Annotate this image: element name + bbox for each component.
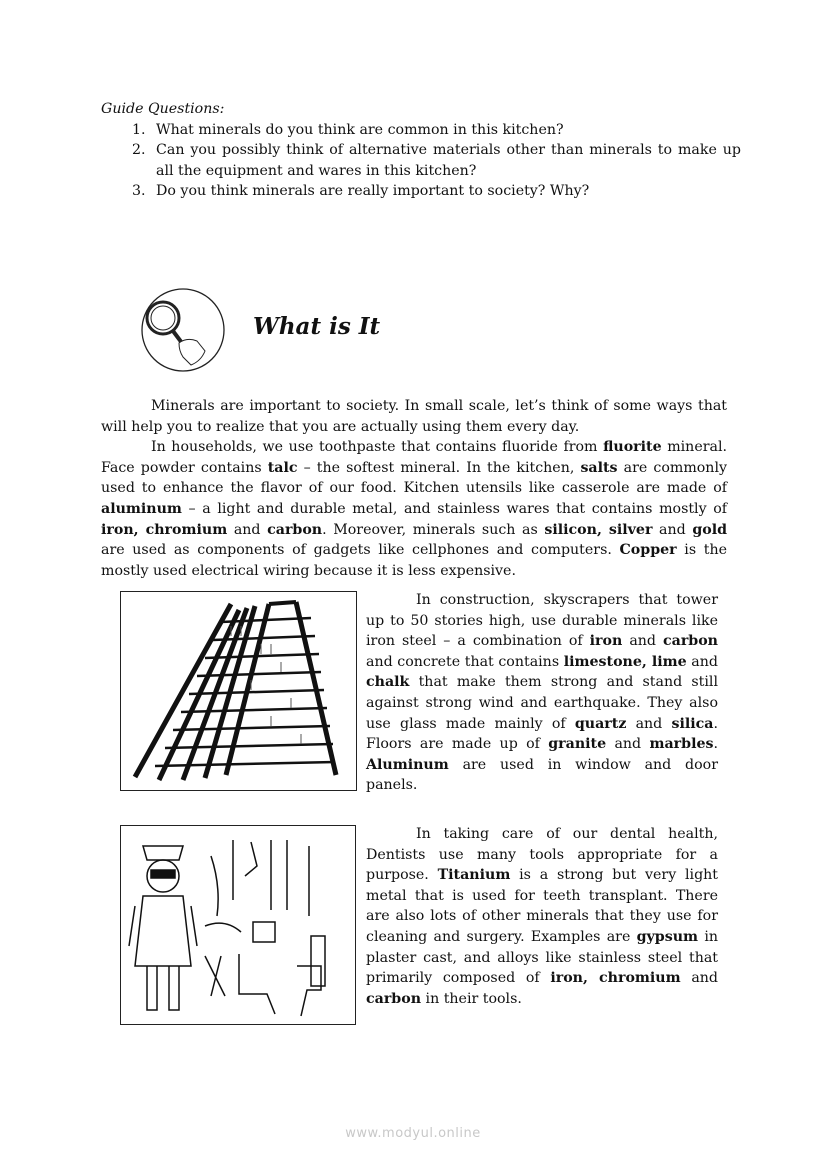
text-run: and	[686, 653, 718, 670]
dentist-tools-illustration	[120, 825, 356, 1025]
bold-term: iron	[589, 633, 623, 650]
bold-term: gold	[692, 521, 728, 538]
text-run: – the softest mineral. In the kitchen,	[297, 459, 581, 476]
text-run: In households, we use toothpaste that contains fluoride from	[151, 439, 604, 456]
text-run: and	[680, 970, 718, 987]
text-run: and	[622, 633, 663, 650]
text-run: .	[713, 736, 718, 753]
bold-term: silicon, silver	[544, 521, 653, 538]
guide-title: Guide Questions:	[101, 101, 225, 117]
text-run: that make them strong and stand still against strong wind and earthquake. They also use glass made mainly of	[366, 674, 718, 732]
intro-text	[101, 396, 727, 581]
bold-term: Copper	[619, 542, 677, 559]
bold-term: aluminum	[101, 500, 182, 517]
magnifying-glass-icon	[135, 285, 247, 375]
bold-term: granite	[548, 736, 607, 753]
text-run: are used in window and door panels.	[366, 756, 718, 794]
paragraph	[101, 396, 727, 437]
question-item: 2. Can you possibly think of alternative materials other than minerals to make up all the equipment and wares in this kitchen?	[150, 140, 741, 181]
text-run: and	[606, 736, 650, 753]
paragraph	[101, 437, 727, 581]
bold-term: Titanium	[437, 867, 511, 884]
bold-term: quartz	[574, 715, 627, 732]
text-run: is the mostly used electrical wiring because it is less expensive.	[101, 542, 727, 579]
bold-term: gypsum	[636, 928, 699, 945]
bold-term: marbles	[649, 736, 714, 753]
bold-term: iron, chromium	[550, 970, 681, 987]
text-run: In taking care of our dental health, Dentists use many tools appropriate for a purpose.	[366, 826, 718, 884]
text-run: and	[652, 521, 693, 538]
text-run: in plaster cast, and alloys like stainless steel that primarily composed of	[366, 928, 719, 987]
skyscraper-illustration	[120, 591, 357, 791]
text-run: and	[227, 521, 268, 538]
bold-term: fluorite	[603, 439, 662, 456]
text-run: and concrete that contains	[366, 653, 564, 670]
bold-term: chalk	[366, 674, 410, 691]
bold-term: silica	[671, 715, 714, 732]
bold-term: carbon	[267, 521, 323, 538]
watermark: www.modyul.online	[345, 1126, 481, 1141]
question-item: 3. Do you think minerals are really important to society? Why?	[150, 181, 741, 202]
question-list	[101, 120, 741, 202]
bold-term: Aluminum	[366, 756, 449, 773]
text-run: in their tools.	[421, 990, 522, 1007]
paragraph	[366, 590, 718, 796]
text-run: is a strong but very light metal that is used for teeth transplant. There are also lots of other minerals that they use for cleaning and surgery. Examples are	[366, 867, 718, 945]
text-run: In construction, skyscrapers that tower up to 50 stories high, use durable minerals like iron steel – a combination of	[366, 592, 718, 650]
guide-questions	[101, 99, 741, 202]
text-run: and	[626, 715, 672, 732]
text-run: mineral. Face powder contains	[101, 439, 728, 476]
text-run: are used as components of gadgets like cellphones and computers.	[101, 542, 620, 559]
bold-term: limestone, lime	[563, 653, 687, 670]
bold-term: iron, chromium	[101, 521, 228, 538]
paragraph	[366, 824, 718, 1009]
bold-term: carbon	[366, 990, 422, 1007]
question-item: 1. What minerals do you think are common in this kitchen?	[150, 120, 741, 141]
dental-text	[366, 824, 718, 1009]
bold-term: talc	[267, 459, 298, 476]
text-run: are commonly used to enhance the flavor of our food. Kitchen utensils like casserole are made of	[101, 459, 727, 497]
bold-term: salts	[580, 459, 618, 476]
text-run: . Floors are made up of	[366, 715, 718, 753]
construction-text	[366, 590, 718, 796]
section-title: What is It	[253, 313, 381, 340]
text-run: Minerals are important to society. In small scale, let’s think of some ways that will help you to realize that you are actually using them every day.	[101, 398, 727, 435]
bold-term: carbon	[662, 633, 718, 650]
text-run: . Moreover, minerals such as	[322, 521, 545, 538]
text-run: – a light and durable metal, and stainless wares that contains mostly of	[181, 500, 727, 517]
